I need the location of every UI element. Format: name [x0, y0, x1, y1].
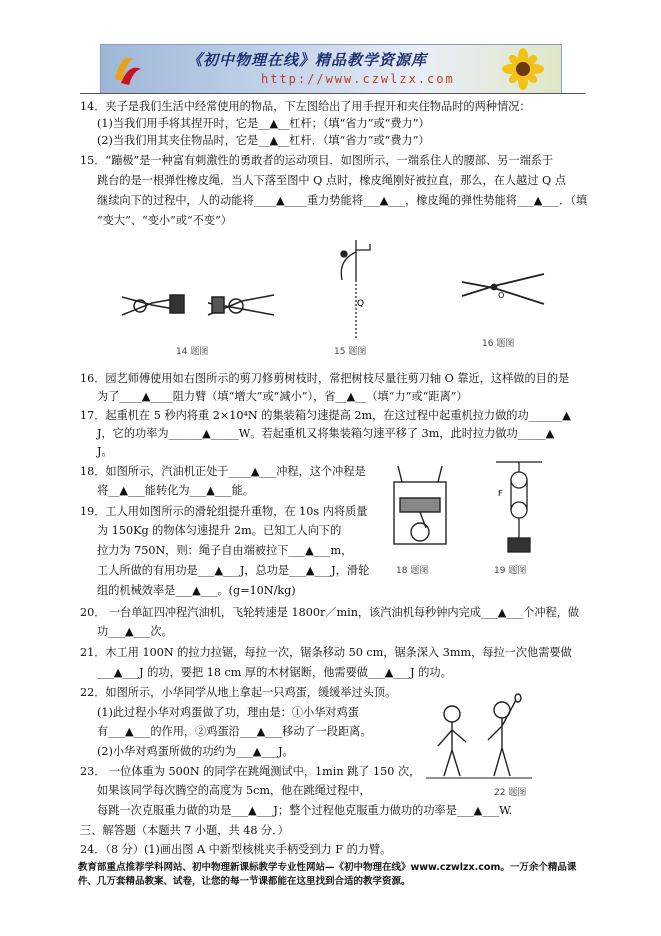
- q24-line1: 24．（8 分）(1)画出图 A 中新型核桃夹手柄受到力 F 的力臂。: [80, 843, 392, 856]
- q20-line2: 功___▲___次。: [97, 625, 173, 638]
- q17-line3: J。: [97, 445, 113, 458]
- site-logo-icon: [107, 49, 147, 89]
- q16-line2: 为了____▲____阻力臂（填“增大”或“减小”），省__▲__（填“力”或“距离”）: [97, 390, 468, 403]
- q21-line2: ___▲___J 的功，要把 18 cm 厚的木材锯断，他需要做___▲___J 的功。: [97, 666, 452, 679]
- q22-line2: (1)此过程小华对鸡蛋做了功，理由是：①小华对鸡蛋: [97, 706, 359, 719]
- q19-line1: 19．工人用如图所示的滑轮组提升重物，在 10s 内将质量: [80, 505, 368, 518]
- figure-19-label-f: F: [498, 489, 503, 498]
- q19-line5: 组的机械效率是___▲___。(g=10N/kg): [97, 584, 296, 597]
- figure-19-caption: 19 题图: [494, 566, 527, 576]
- q22-line1: 22．如图所示，小华同学从地上拿起一只鸡蛋，缓缓举过头顶。: [80, 686, 397, 699]
- site-title: 《初中物理在线》精品教学资源库: [187, 51, 428, 69]
- q14-line2: (1)当我们用手将其捏开时，它是__▲__杠杆；（填“省力”或“费力”）: [97, 117, 430, 130]
- q23-line3: 每跳一次克服重力做的功是___▲___J；整个过程他克服重力做功的功率是___▲___W.: [97, 804, 513, 817]
- q19-line3: 拉力为 750N，则：绳子自由端被拉下___▲___m，: [97, 544, 353, 557]
- q15-line2: 跳台的是一根弹性橡皮绳．当人下落至图中 Q 点时，橡皮绳刚好被拉直，那么，在人越过 Q 点: [97, 174, 566, 187]
- q19-line4: 工人所做的有用功是___▲___J，总功是___▲___J，滑轮: [97, 564, 370, 577]
- header-rule: [80, 93, 585, 94]
- q15-line3: 继续向下的过程中，人的动能将____▲____重力势能将___▲___，橡皮绳的弹性势能将___▲___．（填: [97, 194, 588, 207]
- sunflower-icon: [493, 47, 553, 91]
- q18-line1: 18．如图所示，汽油机正处于____▲___冲程，这个冲程是: [80, 465, 366, 478]
- q19-line2: 为 150Kg 的物体匀速提升 2m。已知工人向下的: [97, 524, 342, 537]
- figure-14-clips: [112, 275, 282, 335]
- header-banner: [100, 44, 562, 94]
- q15-line1: 15．“蹦极”是一种富有刺激性的勇敢者的运动项目．如图所示，一端系住人的腰部、另一端系于: [80, 154, 554, 167]
- figure-22-caption: 22 题图: [494, 788, 527, 798]
- q23-line2: 如果该同学每次腾空的高度为 5cm，他在跳绳过程中，: [97, 784, 371, 797]
- figure-16-caption: 16 题图: [482, 339, 515, 349]
- q15-line4: “变大”、“变小”或“不变”）: [97, 214, 233, 227]
- q14-line1: 14．夹子是我们生活中经常使用的物品，下左图给出了用手捏开和夹住物品时的两种情况：: [80, 100, 531, 113]
- section-3-heading: 三、解答题（本题共 7 小题，共 48 分．）: [80, 824, 289, 837]
- figure-19-pulley: [494, 460, 544, 556]
- figure-14-caption: 14 题图: [176, 347, 209, 357]
- figure-18-engine: [382, 462, 458, 556]
- q16-line1: 16．园艺师傅使用如右图所示的剪刀修剪树枝时，常把树枝尽量往剪刀轴 O 靠近，这样做的目的是: [80, 372, 570, 385]
- footer-line1: 教育部重点推荐学科网站、初中物理新课标教学专业性网站—《初中物理在线》www.czwlzx.com。一万余个精品课: [78, 862, 577, 873]
- figure-18-caption: 18 题图: [396, 566, 429, 576]
- figure-16-label-o: O: [498, 291, 505, 300]
- q20-line1: 20． 一台单缸四冲程汽油机，飞轮转速是 1800r／min，该汽油机每秒钟内完成___▲___个冲程，做: [80, 606, 580, 619]
- q21-line1: 21．木工用 100N 的拉力拉锯，每拉一次，锯条移动 50 cm，锯条深入 3mm，每拉一次他需要做: [80, 646, 572, 659]
- figure-15-bungee: [326, 240, 376, 344]
- footer-line2: 件、几万套精品教案、试卷，让您的每一节课都能在这里找到合适的教学资源。: [78, 876, 411, 887]
- figure-15-label-q: Q: [357, 299, 365, 309]
- q18-line2: 将__▲___能转化为___▲___能。: [97, 484, 255, 497]
- q22-line3: 有___▲___的作用，②鸡蛋沿___▲___移动了一段距离。: [97, 725, 372, 738]
- figure-16-shears: [458, 270, 548, 310]
- figure-22-student-egg: [424, 692, 534, 782]
- site-url[interactable]: http://www.czwlzx.com: [261, 72, 455, 86]
- q14-line3: (2)当我们用其夹住物品时，它是__▲__杠杆．（填“省力”或“费力”）: [97, 134, 430, 147]
- q22-line4: (2)小华对鸡蛋所做的功约为___▲___J。: [97, 745, 294, 758]
- q17-line1: 17．起重机在 5 秒内将重 2×10⁴N 的集装箱匀速提高 2m，在这过程中起重机拉力做的功______▲: [80, 409, 571, 422]
- figure-15-caption: 15 题图: [334, 347, 367, 357]
- q17-line2: J，它的功率为______▲_____W。若起重机又将集装箱匀速平移了 3m，此时拉力做功_____▲: [97, 427, 555, 440]
- q23-line1: 23． 一位体重为 500N 的同学在跳绳测试中，1min 跳了 150 次，: [80, 765, 421, 778]
